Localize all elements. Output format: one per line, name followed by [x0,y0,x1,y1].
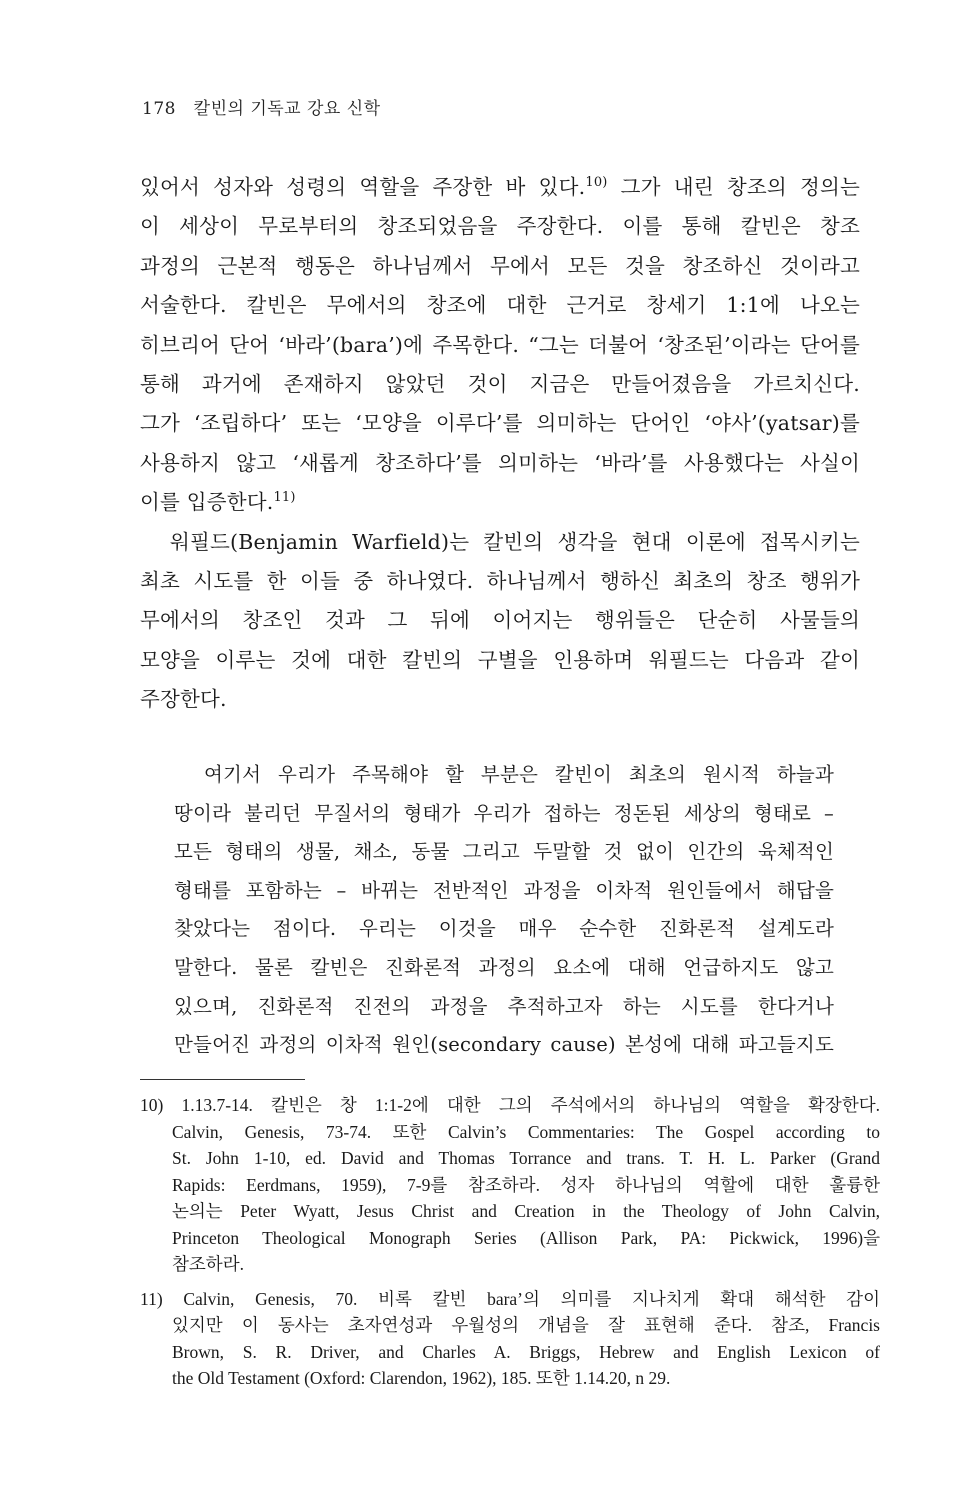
footnote-line: the Old Testament (Oxford: Clarendon, 1962), 185. 또한 1.14.20, n 29. [172,1368,671,1388]
footnote-10 [140,1092,880,1278]
footnote-line: St. John 1-10, ed. David and Thomas Torrance and trans. T. H. L. Parker (Grand [172,1148,880,1168]
main-text [140,168,860,719]
paragraph-1 [140,168,860,523]
text-line: 이를 입증한다.$^{11)}$ [140,490,296,515]
quote-line: 있으며, 진화론적 진전의 과정을 추적하고자 하는 시도를 한다거나 [174,994,834,1018]
text-line: 통해 과거에 존재하지 않았던 것이 지금은 만들어졌음을 가르치신다. [140,371,860,396]
text-line: 이 세상이 무로부터의 창조되었음을 주장한다. 이를 통해 칼빈은 창조 [140,214,860,239]
footnote-line: 있지만 이 동사는 초자연성과 우월성의 개념을 잘 표현해 준다. 참조, Francis [172,1315,880,1335]
quote-line: 모든 형태의 생물, 채소, 동물 그리고 두말할 것 없이 인간의 육체적인 [174,840,835,864]
quote-line: 땅이라 불리던 무질서의 형태가 우리가 접하는 정돈된 세상의 형태로 – [174,801,834,825]
footnote-line: 10) 1.13.7-14. 칼빈은 창 1:1-2에 대한 그의 주석에서의 하나님의 역할을 확장한다. [140,1095,880,1115]
footnote-line: Calvin, Genesis, 73-74. 또한 Calvin’s Commentaries: The Gospel according to [172,1121,880,1142]
text-line: 서술한다. 칼빈은 무에서의 창조에 대한 근거로 창세기 1:1에 나오는 [140,293,860,318]
text-line: 최초 시도를 한 이들 중 하나였다. 하나님께서 행하신 최초의 창조 행위가 [140,568,860,593]
quote-line: 만들어진 과정의 이차적 원인(secondary cause) 본성에 대해 파고들지도 [174,1033,834,1057]
footnote-line: 논의는 Peter Wyatt, Jesus Christ and Creation in the Theology of John Calvin, [172,1201,880,1221]
running-title: 칼빈의 기독교 강요 신학 [193,99,381,119]
footnote-line: 참조하라. [172,1254,244,1274]
text-line: 사용하지 않고 ‘새롭게 창조하다’를 의미하는 ‘바라’를 사용했다는 사실이 [140,450,860,475]
footnote-line: 11) Calvin, Genesis, 70. 비록 칼빈 bara’의 의미를 지나치게 확대 해석한 감이 [140,1288,880,1309]
footnotes [140,1092,880,1392]
quote-line: 찾았다는 점이다. 우리는 이것을 매우 순수한 진화론적 설계도라 [174,917,834,941]
footnote-ref-11: 11) [273,490,296,506]
quote-line: 말한다. 물론 칼빈은 진화론적 과정의 요소에 대해 언급하지도 않고 [174,955,834,979]
text-line: 주장한다. [140,687,227,712]
text-line: 과정의 근본적 행동은 하나님께서 무에서 모든 것을 창조하신 것이라고 [140,253,860,278]
footnote-divider [140,1079,305,1080]
running-header [142,94,381,119]
text-line: 워필드(Benjamin Warfield)는 칼빈의 생각을 현대 이론에 접목시키는 [170,529,860,554]
footnote-line: Princeton Theological Monograph Series (Allison Park, PA: Pickwick, 1996)을 [172,1227,880,1248]
quote-line: 여기서 우리가 주목해야 할 부분은 칼빈이 최초의 원시적 하늘과 [204,763,834,786]
paragraph-2 [140,523,860,720]
footnote-ref-10: 10) [585,175,608,191]
text-line: 모양을 이루는 것에 대한 칼빈의 구별을 인용하며 워필드는 다음과 같이 [140,647,860,672]
footnote-11 [140,1286,880,1392]
text-line: 히브리어 단어 ‘바라’(bara’)에 주목한다. “그는 더불어 ‘창조된’이라는 단어를 [140,332,860,357]
text-line: 무에서의 창조인 것과 그 뒤에 이어지는 행위들은 단순히 사물들의 [140,608,860,633]
text-line: 그가 ‘조립하다’ 또는 ‘모양을 이루다’를 의미하는 단어인 ‘야사’(yatsar)를 [140,411,860,436]
footnote-line: Rapids: Eerdmans, 1959), 7-9를 참조하라. 성자 하나님의 역할에 대한 훌륭한 [172,1174,880,1195]
text-line: 있어서 성자와 성령의 역할을 주장한 바 있다.$^{10)}$ 그가 내린 창조의 정의는 [140,175,860,199]
footnote-line: Brown, S. R. Driver, and Charles A. Briggs, Hebrew and English Lexicon of [172,1341,880,1362]
block-quote [174,756,834,1065]
page-number: 178 [142,99,176,119]
quote-line: 형태를 포함하는 – 바뀌는 전반적인 과정을 이차적 원인들에서 해답을 [174,878,834,902]
